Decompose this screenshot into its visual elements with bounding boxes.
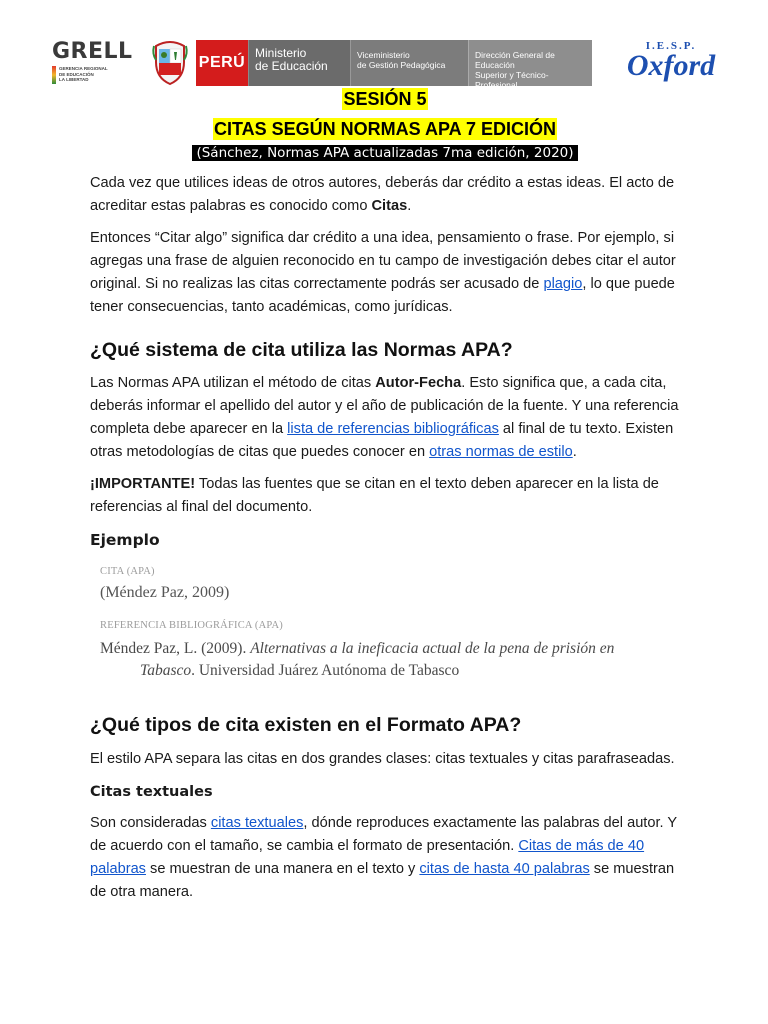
- document-header: [0, 20, 768, 90]
- reference-example-continued: Tabasco. Universidad Juárez Autónoma de Tabasco: [140, 662, 460, 679]
- direction-label: Dirección General de Educación Superior y Técnico-Profesional: [468, 40, 592, 86]
- section1-paragraph-1: Las Normas APA utilizan el método de citas Autor-Fecha. Esto significa que, a cada cita, deberás informar el apellido del autor y el año de publicación de la fuente. Y una referencia completa debe aparecer en la lista de referencias bibliográficas al final de tu texto. Existen otras metodologías de citas que puedes conocer en otras normas de estilo.: [90, 375, 679, 460]
- section-heading-citation-system: ¿Qué sistema de cita utiliza las Normas APA?: [90, 339, 513, 361]
- cite-label: CITA (APA): [100, 566, 155, 577]
- grell-logo: GRELL GERENCIA REGIONAL DE EDUCACIÓN LA LIBERTAD: [52, 39, 133, 82]
- example-heading: Ejemplo: [90, 531, 160, 549]
- textual-citations-heading: Citas textuales: [90, 784, 213, 800]
- citations-over-40-words-link[interactable]: Citas de más de 40 palabras: [90, 838, 645, 877]
- reference-label: REFERENCIA BIBLIOGRÁFICA (APA): [100, 620, 283, 631]
- section-heading-citation-types: ¿Qué tipos de cita existen en el Formato APA?: [90, 714, 522, 736]
- ministry-label: Ministerio de Educación: [248, 40, 350, 86]
- citation-example-image: [100, 565, 680, 682]
- intro-paragraph-2: Entonces “Citar algo” significa dar crédito a una idea, pensamiento o frase. Por ejemplo, si agregas una frase de alguien reconocido en tu campo de investigación debes citar el autor original. Si no realizas las citas correctamente podrás ser acusado de plagio, lo que puede tener consecuencias, tanto académicas, como jurídicas.: [90, 230, 676, 315]
- textual-citations-link[interactable]: citas textuales: [210, 815, 304, 831]
- main-title: CITAS SEGÚN NORMAS APA 7 EDICIÓN: [213, 119, 557, 139]
- reference-example: Méndez Paz, L. (2009). Alternativas a la ineficacia actual de la pena de prisión en: [100, 640, 615, 657]
- peru-ministry-banner: [196, 40, 592, 90]
- plagio-link[interactable]: plagio: [543, 276, 583, 292]
- cite-example: (Méndez Paz, 2009): [100, 584, 230, 601]
- peru-coat-of-arms-icon: [150, 40, 190, 86]
- important-note: ¡IMPORTANTE! Todas las fuentes que se citan en el texto deben aparecer en la lista de referencias al final del documento.: [90, 476, 659, 515]
- citations-up-to-40-words-link[interactable]: citas de hasta 40 palabras: [419, 861, 590, 877]
- section2-paragraph-1: El estilo APA separa las citas en dos grandes clases: citas textuales y citas parafraseadas.: [90, 751, 675, 767]
- other-style-norms-link[interactable]: otras normas de estilo: [429, 444, 573, 460]
- grell-logo-bar-icon: [52, 66, 56, 84]
- section2-paragraph-2: Son consideradas citas textuales, dónde reproduces exactamente las palabras del autor. Y de acuerdo con el tamaño, se cambia el formato de presentación. Citas de más de 40 palabras se muestran de una manera en el texto y citas de hasta 40 palabras se muestran de otra manera.: [90, 815, 677, 900]
- grell-logo-word: GRELL: [52, 39, 133, 64]
- session-title: SESIÓN 5: [343, 89, 427, 109]
- bibliographic-references-link[interactable]: lista de referencias bibliográficas: [287, 421, 499, 437]
- intro-paragraph-1: Cada vez que utilices ideas de otros autores, deberás dar crédito a estas ideas. El acto de acreditar estas palabras es conocido como Citas.: [90, 175, 675, 214]
- vice-ministry-label: Viceministerio de Gestión Pedagógica: [350, 40, 468, 86]
- oxford-logo: I.E.S.P. Oxford: [626, 40, 716, 82]
- source-reference: (Sánchez, Normas APA actualizadas 7ma edición, 2020): [192, 145, 577, 161]
- document-body: [90, 86, 680, 904]
- peru-label: PERÚ: [196, 40, 248, 86]
